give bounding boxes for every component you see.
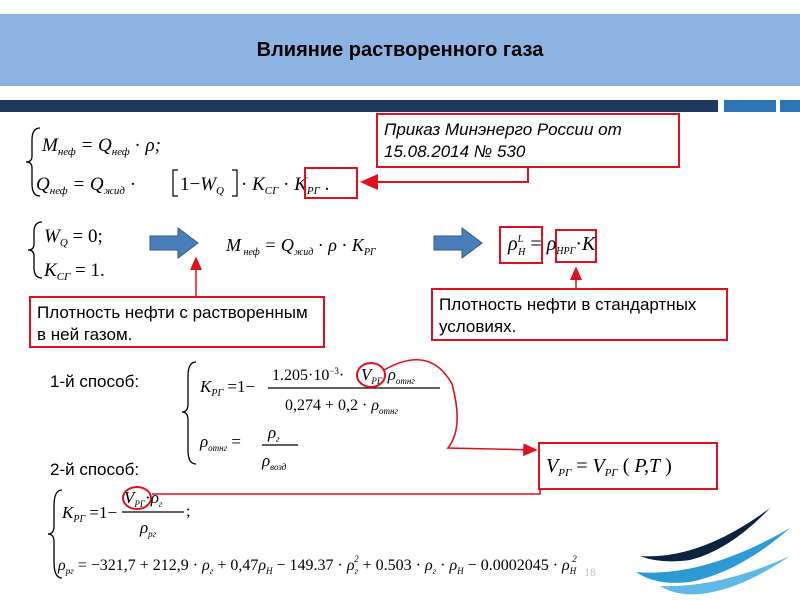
vrg-callout [538, 442, 718, 490]
slide-title: Влияние растворенного газа [256, 39, 544, 61]
wave-logo-blue [636, 528, 790, 583]
method1-brace [182, 362, 196, 464]
m2-l1-lhs: $K_{РГ} =1-$ [62, 503, 118, 525]
order-callout-text: Приказ Минэнерго России от 15.08.2014 № 530 [384, 120, 622, 161]
k2-lhs: $\rho_{отнг}$ = [200, 432, 241, 453]
k1-lhs: $K_{РГ} =1-$ [200, 377, 256, 399]
k2-den: $\rho_{возд}$ [262, 451, 287, 472]
density-gas-text: Плотность нефти с растворенным в ней газом. [37, 303, 308, 344]
order-callout [376, 113, 680, 168]
k1-num: $1.205\cdot 10^{-3}\cdot$ [272, 366, 345, 384]
method2-label: 2-й способ: [50, 460, 140, 479]
m2-l2: $\rho_{рг} = -321,7 + 212,9 \cdot \rho_г + 0,47\rho_Н - 149.37 \cdot \rho_г2 + 0.503 \cdot \rho_г \cdot \rho_Н - 0.0002045 \cdot \rho_Н2$ [58, 554, 577, 576]
k1-den: $0,274 + 0,2 \cdot \rho_{отнг}$ [285, 397, 399, 416]
system2-line1: $W_Q = 0$; [44, 226, 103, 249]
order-arrow [362, 166, 528, 182]
page-number: 18 [584, 565, 596, 579]
system1-tail: · $K_{СГ} \cdot K_{РГ}$ . [241, 174, 330, 197]
density-gas-callout [29, 296, 325, 348]
flow-arrow-2 [434, 228, 482, 258]
m2-l1-semicolon: ; [186, 503, 191, 520]
k2-num: $\rho_г$ [268, 423, 280, 444]
vrg-curve-2 [152, 488, 540, 494]
vrg-formula: $V_{РГ} = V_{РГ}$ ( P,T ) [546, 455, 672, 479]
vrg-curve-1 [384, 360, 536, 450]
system1-line2: $Q_{неф} = Q_{жид}$ · [36, 174, 137, 197]
flow-arrow-1 [150, 228, 198, 258]
method1-label: 1-й способ: [50, 372, 140, 391]
bracket-left [173, 170, 178, 196]
system2-line2: $K_{СГ} = 1$. [44, 260, 105, 283]
k1-num-v: $V_{РГ}\cdot\rho_{отнг}$ [361, 365, 415, 386]
bracket-right [232, 170, 237, 196]
density-standard-callout [431, 288, 728, 341]
system2-brace [28, 222, 42, 278]
density-standard-text: Плотность нефти в стандартных условиях. [439, 295, 697, 336]
m2-l1-den: $\rho_{рг}$ [140, 518, 157, 539]
m2-l1-num: $V_{РГ}\cdot\rho_г$ [124, 488, 163, 509]
system1-bracket-content: $1-W_Q$ [180, 174, 224, 197]
result-formula: M $_{неф} = Q_{жид} \cdot \rho \cdot K_{РГ}$ [226, 235, 376, 258]
rho-formula: $\rho^L$ $H = \rho_{НРГ}\cdot K$ [508, 233, 596, 258]
system1-line1: $M_{неф} = Q_{неф} \cdot \rho$; [42, 135, 161, 158]
